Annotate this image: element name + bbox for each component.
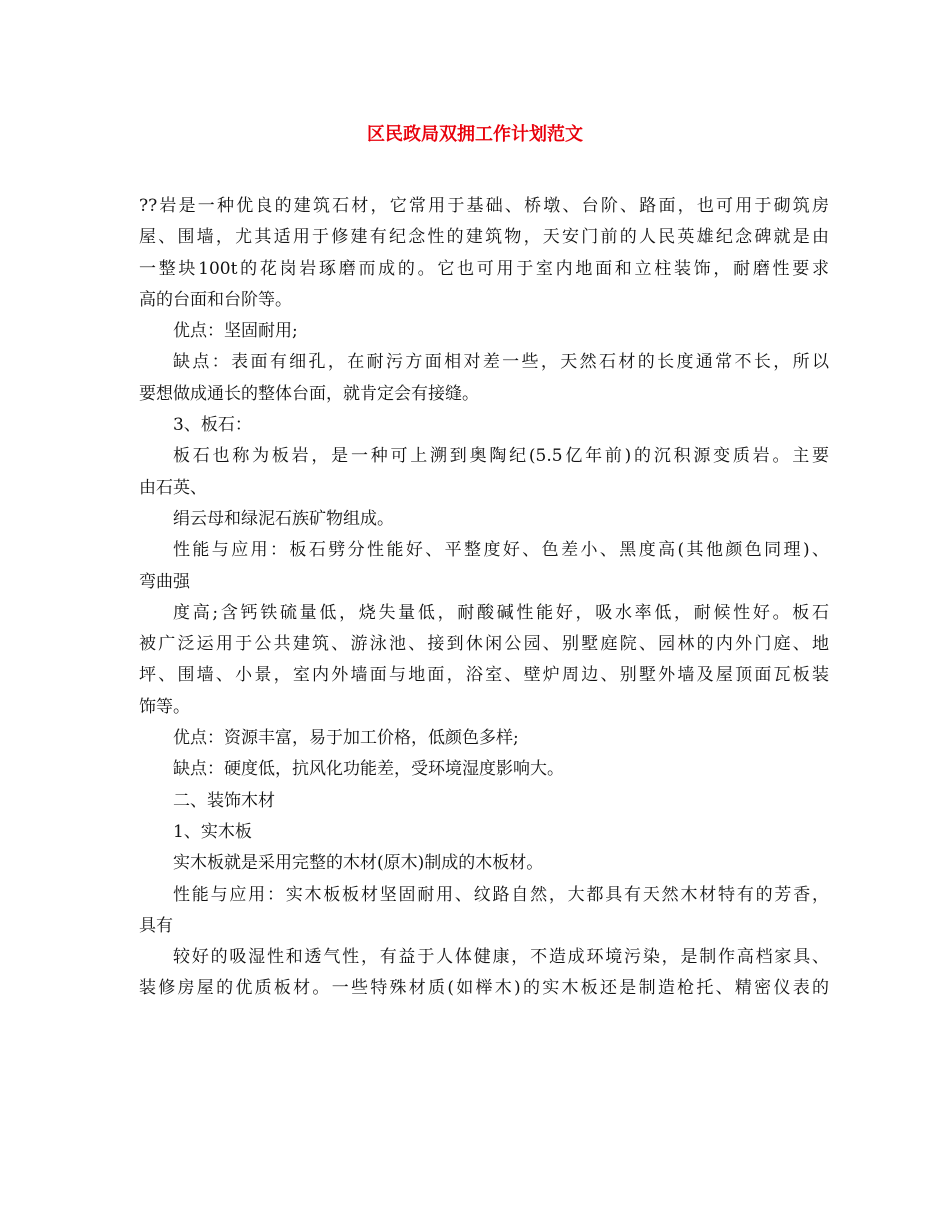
body-line: 优点：资源丰富，易于加工价格，低颜色多样; [173,728,519,749]
body-line: 二、装饰木材 [173,790,275,811]
body-line: 度高;含钙铁硫量低，烧失量低，耐酸碱性能好，吸水率低，耐候性好。板石 [173,602,829,623]
body-line: ??岩是一种优良的建筑石材，它常用于基础、桥墩、台阶、路面，也可用于砌筑房 [139,196,829,216]
body-line: 缺点：硬度低，抗风化功能差，受环境湿度影响大。 [173,759,564,780]
body-line: 性能与应用：板石劈分性能好、平整度好、色差小、黑度高(其他颜色同理)、 [173,540,829,561]
body-line: 装修房屋的优质板材。一些特殊材质(如榉木)的实木板还是制造枪托、精密仪表的 [139,978,829,999]
body-line: 3、板石： [173,415,252,436]
body-line: 弯曲强 [139,571,190,592]
body-line: 较好的吸湿性和透气性，有益于人体健康，不造成环境污染，是制作高档家具、 [173,947,829,968]
body-line: 由石英、 [139,477,207,498]
body-line: 要想做成通长的整体台面，就肯定会有接缝。 [139,383,479,404]
body-line: 具有 [139,915,173,936]
document-title: 区民政局双拥工作计划范文 [367,124,583,145]
body-line: 坪、围墙、小景，室内外墙面与地面，浴室、壁炉周边、别墅外墙及屋顶面瓦板装 [139,665,829,686]
body-line: 屋、围墙，尤其适用于修建有纪念性的建筑物，天安门前的人民英雄纪念碑就是由 [139,227,829,248]
body-line: 绢云母和绿泥石族矿物组成。 [173,508,394,529]
body-line: 饰等。 [139,696,190,717]
body-line: 优点：坚固耐用; [173,321,298,342]
body-line: 高的台面和台阶等。 [139,289,292,310]
body-line: 板石也称为板岩，是一种可上溯到奥陶纪(5.5亿年前)的沉积源变质岩。主要 [173,446,829,467]
body-line: 性能与应用：实木板板材坚固耐用、纹路自然，大都具有天然木材特有的芳香， [173,884,829,905]
body-line: 1、实木板 [173,821,252,842]
document-body [139,191,829,1005]
body-line: 被广泛运用于公共建筑、游泳池、接到休闲公园、别墅庭院、园林的内外门庭、地 [139,634,829,655]
body-line: 实木板就是采用完整的木材(原木)制成的木板材。 [173,853,544,874]
body-line: 缺点：表面有细孔，在耐污方面相对差一些，天然石材的长度通常不长，所以 [173,352,829,373]
body-line: 一整块100t的花岗岩琢磨而成的。它也可用于室内地面和立柱装饰，耐磨性要求 [139,258,829,279]
